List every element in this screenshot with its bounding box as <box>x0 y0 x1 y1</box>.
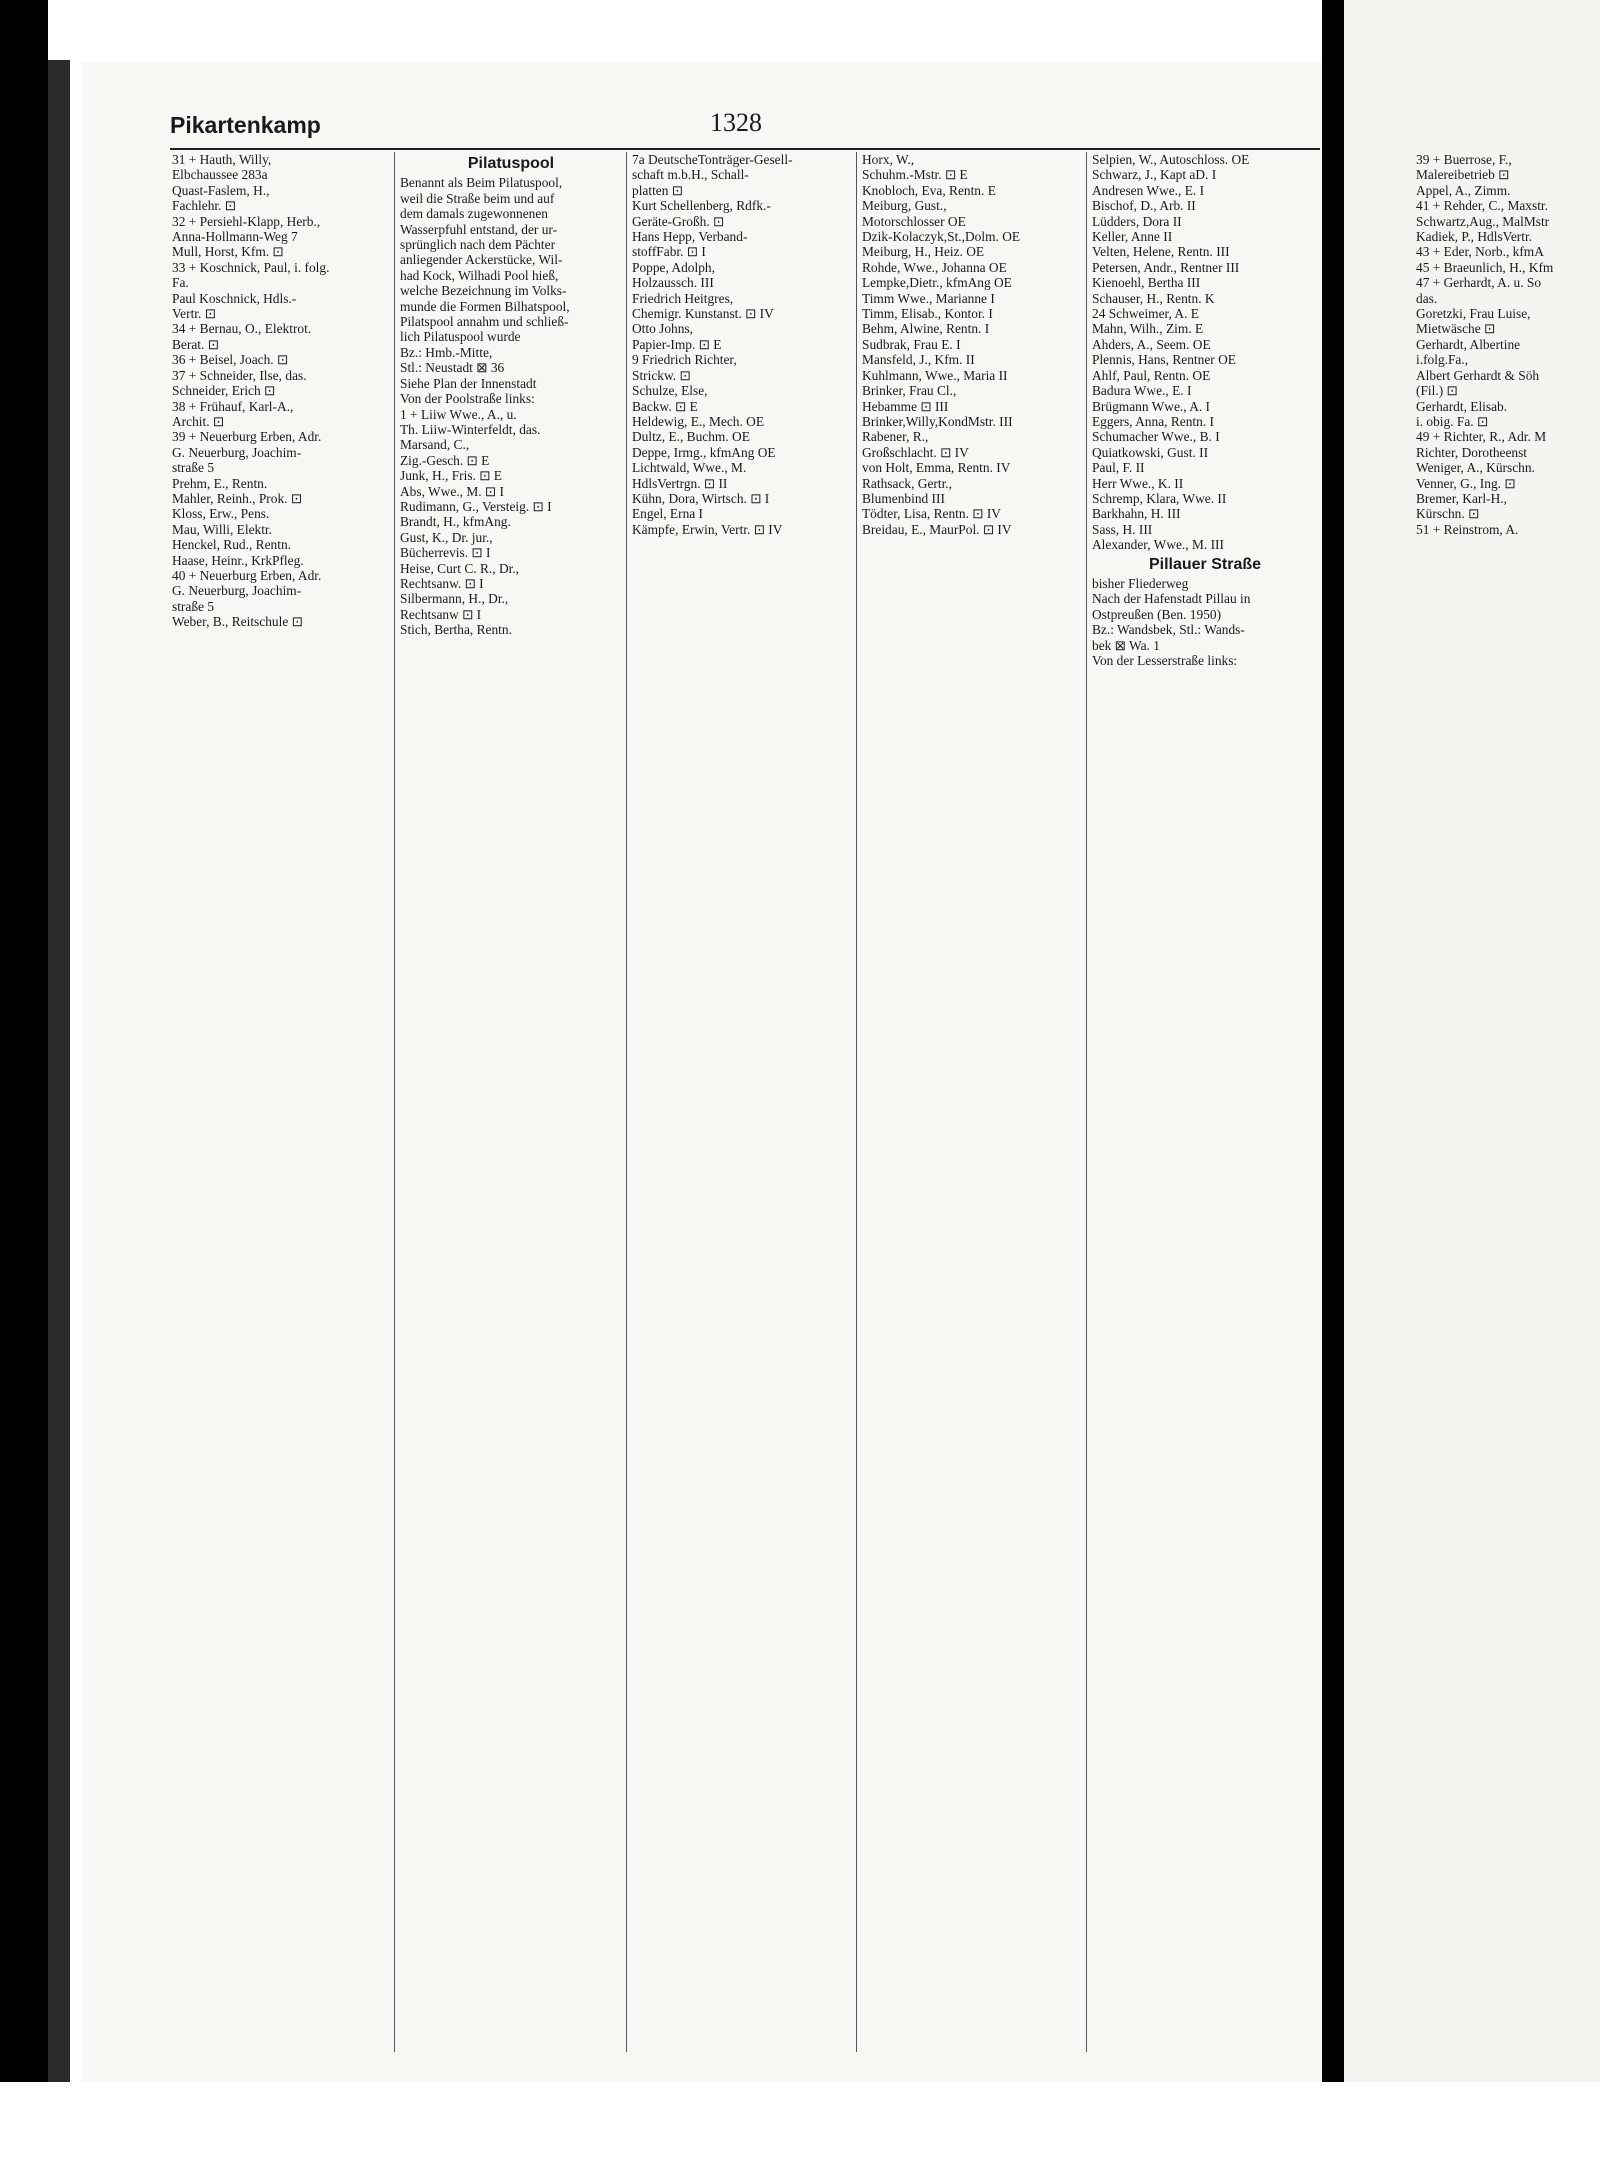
directory-entry-line: lich Pilatuspool wurde <box>400 329 521 345</box>
directory-entry-line: Schwarz, J., Kapt aD. I <box>1092 167 1217 183</box>
directory-entry-line: Kurt Schellenberg, Rdfk.- <box>632 198 771 214</box>
directory-entry-line: Gerhardt, Elisab. <box>1416 398 1508 414</box>
directory-entry-line: Heise, Curt C. R., Dr., <box>400 560 520 576</box>
directory-entry-line: Fa. <box>172 275 189 291</box>
directory-column-1 <box>172 152 390 630</box>
directory-entry-line: welche Bezeichnung im Volks- <box>400 283 567 299</box>
directory-entry-line: Von der Lesserstraße links: <box>1092 653 1238 668</box>
directory-entry-line: Th. Liiw-Winterfeldt, das. <box>400 421 541 437</box>
directory-entry-line: Schremp, Klara, Wwe. II <box>1092 490 1227 506</box>
directory-entry-line: Ahders, A., Seem. OE <box>1092 336 1211 352</box>
directory-entry-line: HdlsVertrgn. ⊡ II <box>632 475 728 491</box>
directory-entry-line: das. <box>1416 290 1438 306</box>
directory-entry-line: 39 + Buerrose, F., <box>1416 152 1512 167</box>
directory-entry-line: 45 + Braeunlich, H., Kfm <box>1416 259 1554 275</box>
directory-entry-line: Weber, B., Reitschule ⊡ <box>172 614 303 630</box>
directory-entry-line: 33 + Koschnick, Paul, i. folg. <box>172 259 330 275</box>
page-number: 1328 <box>710 108 762 137</box>
directory-entry-line: Velten, Helene, Rentn. III <box>1092 244 1230 260</box>
directory-entry-line: Badura Wwe., E. I <box>1092 383 1192 399</box>
directory-entry-line: Stl.: Neustadt ⊠ 36 <box>400 360 505 376</box>
directory-entry-line: Richter, Dorotheenst <box>1416 444 1528 460</box>
directory-entry-line: Chemigr. Kunstanst. ⊡ IV <box>632 306 774 322</box>
directory-entry-line: Lichtwald, Wwe., M. <box>632 460 747 476</box>
directory-entry-line: Papier-Imp. ⊡ E <box>632 336 722 352</box>
directory-entry-line: Timm Wwe., Marianne I <box>862 290 995 306</box>
directory-column-5 <box>1092 152 1318 668</box>
directory-entry-line: Großschlacht. ⊡ IV <box>862 444 969 460</box>
directory-entry-line: Paul, F. II <box>1092 460 1145 476</box>
directory-entry-line: Blumenbind III <box>862 490 945 506</box>
directory-entry-line: Ahlf, Paul, Rentn. OE <box>1092 367 1211 383</box>
directory-entry-line: straße 5 <box>172 460 215 476</box>
directory-entry-line: Haase, Heinr., KrkPfleg. <box>172 552 304 568</box>
directory-entry-line: had Kock, Wilhadi Pool hieß, <box>400 267 559 283</box>
directory-entry-line: i.folg.Fa., <box>1416 352 1469 368</box>
directory-entry-line: Schumacher Wwe., B. I <box>1092 429 1220 445</box>
directory-entry-line: stoffFabr. ⊡ I <box>632 244 706 260</box>
directory-entry-line: Appel, A., Zimm. <box>1416 182 1511 198</box>
directory-entry-line: Petersen, Andr., Rentner III <box>1092 259 1240 275</box>
directory-entry-line: (Fil.) ⊡ <box>1416 383 1458 399</box>
directory-entry-line: Mau, Willi, Elektr. <box>172 521 273 537</box>
directory-entry-line: Archit. ⊡ <box>172 413 225 429</box>
directory-entry-line: Behm, Alwine, Rentn. I <box>862 321 990 337</box>
directory-entry-line: dem damals zugewonnenen <box>400 206 548 222</box>
column-rule <box>626 152 627 2052</box>
directory-entry-line: Venner, G., Ing. ⊡ <box>1416 475 1516 491</box>
directory-entry-line: anliegender Ackerstücke, Wil- <box>400 252 563 268</box>
directory-entry-line: Schulze, Else, <box>632 383 708 399</box>
directory-entry-line: Breidau, E., MaurPol. ⊡ IV <box>862 521 1012 537</box>
page-header <box>170 108 1320 150</box>
directory-entry-line: Rudimann, G., Versteig. ⊡ I <box>400 498 552 514</box>
directory-entry-line: Bücherrevis. ⊡ I <box>400 545 491 561</box>
directory-entry-line: Heldewig, E., Mech. OE <box>632 413 765 429</box>
directory-entry-line: Sass, H. III <box>1092 521 1153 537</box>
directory-entry-line: Engel, Erna I <box>632 506 704 522</box>
directory-entry-line: G. Neuerburg, Joachim- <box>172 583 302 599</box>
directory-entry-line: munde die Formen Bilhatspool, <box>400 298 570 314</box>
directory-entry-line: schaft m.b.H., Schall- <box>632 167 749 183</box>
directory-entry-line: Abs, Wwe., M. ⊡ I <box>400 483 504 499</box>
directory-entry-line: Quiatkowski, Gust. II <box>1092 444 1209 460</box>
directory-entry-line: Hans Hepp, Verband- <box>632 229 748 245</box>
directory-entry-line: Anna-Hollmann-Weg 7 <box>172 229 298 245</box>
directory-column-4 <box>862 152 1082 537</box>
directory-entry-line: Meiburg, Gust., <box>862 198 947 214</box>
directory-entry-line: Knobloch, Eva, Rentn. E <box>862 182 996 198</box>
directory-entry-line: Mansfeld, J., Kfm. II <box>862 352 975 368</box>
directory-entry-line: Gust, K., Dr. jur., <box>400 529 493 545</box>
directory-entry-line: 40 + Neuerburg Erben, Adr. <box>172 567 322 583</box>
directory-entry-line: Mahler, Reinh., Prok. ⊡ <box>172 490 303 506</box>
directory-entry-line: Dultz, E., Buchm. OE <box>632 429 750 445</box>
directory-entry-line: Schneider, Erich ⊡ <box>172 383 276 399</box>
directory-entry-line: Brügmann Wwe., A. I <box>1092 398 1211 414</box>
directory-entry-line: Tödter, Lisa, Rentn. ⊡ IV <box>862 506 1001 522</box>
directory-entry-line: Geräte-Großh. ⊡ <box>632 213 725 229</box>
directory-entry-line: von Holt, Emma, Rentn. IV <box>862 460 1011 476</box>
directory-entry-line: Kämpfe, Erwin, Vertr. ⊡ IV <box>632 521 783 537</box>
adjacent-column <box>1416 152 1598 537</box>
directory-entry-line: Vertr. ⊡ <box>172 306 216 322</box>
scan-binding-shadow <box>48 60 70 2100</box>
directory-column-2 <box>400 152 622 638</box>
directory-entry-line: Pilatspool annahm und schließ- <box>400 314 569 330</box>
directory-entry-line: Kürschn. ⊡ <box>1416 506 1480 522</box>
directory-entry-line: Bz.: Hmb.-Mitte, <box>400 344 493 360</box>
directory-entry-line: Junk, H., Fris. ⊡ E <box>400 468 502 484</box>
directory-entry-line: sprünglich nach dem Pächter <box>400 237 556 253</box>
directory-entry-line: 1 + Liiw Wwe., A., u. <box>400 406 517 422</box>
directory-entry-line: 32 + Persiehl-Klapp, Herb., <box>172 213 321 229</box>
directory-entry-line: i. obig. Fa. ⊡ <box>1416 413 1489 429</box>
directory-entry-line: Schauser, H., Rentn. K <box>1092 290 1215 306</box>
directory-entry-line: Rohde, Wwe., Johanna OE <box>862 259 1007 275</box>
directory-entry-line: Kloss, Erw., Pens. <box>172 506 270 522</box>
directory-entry-line: straße 5 <box>172 598 215 614</box>
directory-entry-line: 51 + Reinstrom, A. <box>1416 521 1519 537</box>
directory-entry-line: Bischof, D., Arb. II <box>1092 198 1196 214</box>
directory-entry-line: 7a DeutscheTonträger-Gesell- <box>632 152 793 167</box>
directory-entry-line: 9 Friedrich Richter, <box>632 352 737 368</box>
directory-entry-line: Prehm, E., Rentn. <box>172 475 268 491</box>
directory-entry-line: Mietwäsche ⊡ <box>1416 321 1496 337</box>
scan-bottom-margin <box>0 2082 1600 2177</box>
directory-entry-line: Mull, Horst, Kfm. ⊡ <box>172 244 284 260</box>
directory-entry-line: Siehe Plan der Innenstadt <box>400 375 537 391</box>
directory-entry-line: weil die Straße beim und auf <box>400 190 555 206</box>
directory-entry-line: Otto Johns, <box>632 321 694 337</box>
directory-entry-line: Timm, Elisab., Kontor. I <box>862 306 993 322</box>
directory-entry-line: platten ⊡ <box>632 182 684 198</box>
directory-entry-line: Wasserpfuhl entstand, der ur- <box>400 221 558 237</box>
directory-column-3 <box>632 152 852 537</box>
directory-entry-line: 39 + Neuerburg Erben, Adr. <box>172 429 322 445</box>
directory-entry-line: Keller, Anne II <box>1092 229 1173 245</box>
directory-entry-line: Schuhm.-Mstr. ⊡ E <box>862 167 968 183</box>
column-rule <box>856 152 857 2052</box>
directory-entry-line: Meiburg, H., Heiz. OE <box>862 244 985 260</box>
directory-entry-line: Nach der Hafenstadt Pillau in <box>1092 591 1251 607</box>
directory-entry-line: Kadiek, P., HdlsVertr. <box>1416 229 1533 245</box>
directory-entry-line: Plennis, Hans, Rentner OE <box>1092 352 1236 368</box>
directory-entry-line: Dzik-Kolaczyk,St.,Dolm. OE <box>862 229 1021 245</box>
directory-entry-line: 34 + Bernau, O., Elektrot. <box>172 321 312 337</box>
directory-entry-line: Berat. ⊡ <box>172 336 219 352</box>
directory-entry-line: 47 + Gerhardt, A. u. So <box>1416 275 1542 291</box>
directory-entry-line: bek ⊠ Wa. 1 <box>1092 637 1160 653</box>
directory-entry-line: Barkhahn, H. III <box>1092 506 1181 522</box>
running-head: Pikartenkamp <box>170 112 321 138</box>
directory-entry-line: 24 Schweimer, A. E <box>1092 306 1199 322</box>
directory-entry-line: G. Neuerburg, Joachim- <box>172 444 302 460</box>
directory-entry-line: 38 + Frühauf, Karl-A., <box>172 398 294 414</box>
directory-entry-line: 43 + Eder, Norb., kfmA <box>1416 244 1544 260</box>
column-rule <box>394 152 395 2052</box>
directory-entry-line: Benannt als Beim Pilatuspool, <box>400 175 563 191</box>
directory-entry-line: Brinker,Willy,KondMstr. III <box>862 413 1013 429</box>
directory-entry-line: Backw. ⊡ E <box>632 398 698 414</box>
scan-left-edge <box>0 0 48 2177</box>
directory-entry-line: Fachlehr. ⊡ <box>172 198 237 214</box>
directory-entry-line: Eggers, Anna, Rentn. I <box>1092 413 1214 429</box>
directory-entry-line: Zig.-Gesch. ⊡ E <box>400 452 490 468</box>
directory-entry-line: Selpien, W., Autoschloss. OE <box>1092 152 1250 167</box>
directory-entry-line: Henckel, Rud., Rentn. <box>172 537 292 553</box>
directory-entry-line: Motorschlosser OE <box>862 213 966 229</box>
directory-entry-line: Strickw. ⊡ <box>632 367 691 383</box>
directory-entry-line: Marsand, C., <box>400 437 470 453</box>
directory-entry-line: Sudbrak, Frau E. I <box>862 336 961 352</box>
column-rule <box>1086 152 1087 2052</box>
directory-entry-line: Gerhardt, Albertine <box>1416 336 1521 352</box>
directory-entry-line: Von der Poolstraße links: <box>400 391 535 407</box>
directory-entry-line: 49 + Richter, R., Adr. M <box>1416 429 1547 445</box>
directory-entry-line: Paul Koschnick, Hdls.- <box>172 290 297 306</box>
directory-entry-line: Hebamme ⊡ III <box>862 398 949 414</box>
directory-entry-line: 31 + Hauth, Willy, <box>172 152 272 167</box>
directory-entry-line: Goretzki, Frau Luise, <box>1416 306 1531 322</box>
directory-entry-line: Rabener, R., <box>862 429 929 445</box>
directory-entry-line: Deppe, Irmg., kfmAng OE <box>632 444 776 460</box>
directory-entry-line: Andresen Wwe., E. I <box>1092 182 1205 198</box>
directory-entry-line: Rathsack, Gertr., <box>862 475 952 491</box>
directory-entry-line: Lempke,Dietr., kfmAng OE <box>862 275 1012 291</box>
directory-entry-line: bisher Fliederweg <box>1092 575 1189 591</box>
directory-entry-line: Horx, W., <box>862 152 915 167</box>
street-heading: Pillauer Straße <box>1148 555 1262 573</box>
directory-entry-line: Herr Wwe., K. II <box>1092 475 1184 491</box>
directory-entry-line: Stich, Bertha, Rentn. <box>400 622 512 638</box>
directory-entry-line: Rechtsanw ⊡ I <box>400 606 482 622</box>
directory-entry-line: Brandt, H., kfmAng. <box>400 514 511 530</box>
directory-entry-line: Schwartz,Aug., MalMstr <box>1416 213 1550 229</box>
directory-entry-line: Rechtsanw. ⊡ I <box>400 575 484 591</box>
directory-entry-line: Bz.: Wandsbek, Stl.: Wands- <box>1092 622 1245 638</box>
page-gutter <box>1322 0 1344 2177</box>
directory-entry-line: Kuhlmann, Wwe., Maria II <box>862 367 1008 383</box>
directory-entry-line: Mahn, Wilh., Zim. E <box>1092 321 1204 337</box>
directory-entry-line: Kühn, Dora, Wirtsch. ⊡ I <box>632 490 770 506</box>
directory-entry-line: 36 + Beisel, Joach. ⊡ <box>172 352 289 368</box>
directory-entry-line: 37 + Schneider, Ilse, das. <box>172 367 307 383</box>
directory-entry-line: Ostpreußen (Ben. 1950) <box>1092 606 1222 622</box>
directory-entry-line: Holzaussch. III <box>632 275 714 291</box>
directory-entry-line: Friedrich Heitgres, <box>632 290 734 306</box>
directory-entry-line: Brinker, Frau Cl., <box>862 383 957 399</box>
directory-entry-line: Poppe, Adolph, <box>632 259 715 275</box>
directory-entry-line: Silbermann, H., Dr., <box>400 591 509 607</box>
directory-entry-line: Albert Gerhardt & Söh <box>1416 367 1540 383</box>
directory-entry-line: Kienoehl, Bertha III <box>1092 275 1201 291</box>
directory-entry-line: Malereibetrieb ⊡ <box>1416 167 1510 183</box>
directory-entry-line: Alexander, Wwe., M. III <box>1092 537 1224 553</box>
directory-entry-line: 41 + Rehder, C., Maxstr. <box>1416 198 1548 214</box>
street-heading: Pilatuspool <box>467 155 555 172</box>
directory-entry-line: Elbchaussee 283a <box>172 167 268 183</box>
directory-entry-line: Lüdders, Dora II <box>1092 213 1182 229</box>
directory-entry-line: Weniger, A., Kürschn. <box>1416 460 1535 476</box>
directory-entry-line: Quast-Faslem, H., <box>172 182 270 198</box>
directory-entry-line: Bremer, Karl-H., <box>1416 490 1507 506</box>
